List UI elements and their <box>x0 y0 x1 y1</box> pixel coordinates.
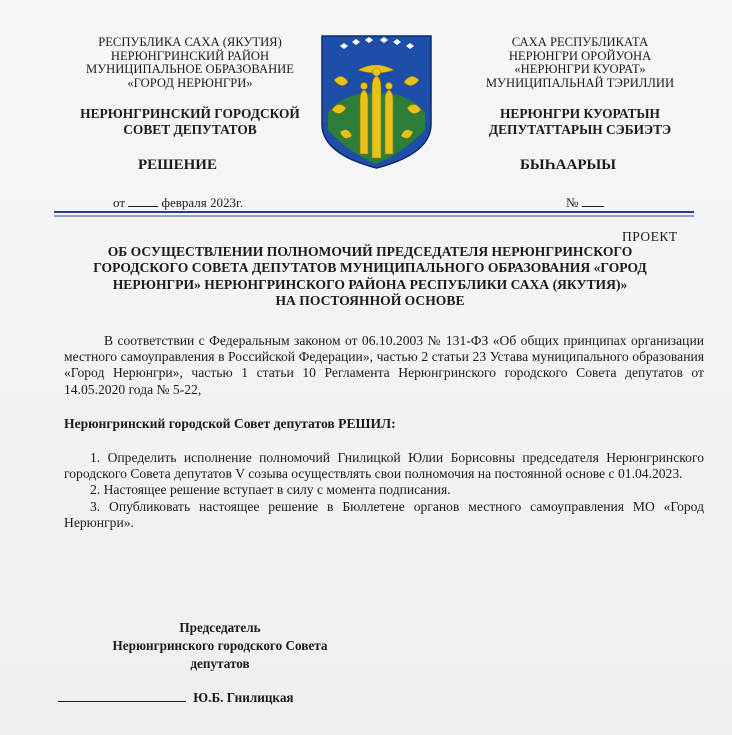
decision-items <box>64 450 704 531</box>
header-left-line: НЕРЮНГРИНСКИЙ РАЙОН <box>110 48 270 63</box>
signatory-line: Нерюнгринского городского Совета <box>112 638 328 653</box>
decision-number <box>566 194 604 211</box>
resolved-heading: Нерюнгринский городской Совет депутатов РЕШИЛ: <box>64 416 396 431</box>
council-line: НЕРЮНГРИ КУОРАТЫН <box>500 106 660 121</box>
decision-label-russian: РЕШЕНИЕ <box>138 157 217 173</box>
council-line: НЕРЮНГРИНСКИЙ ГОРОДСКОЙ <box>80 106 300 121</box>
draft-label: ПРОЕКТ <box>622 229 678 244</box>
decision-item: 2. Настоящее решение вступает в силу с момента подписания. <box>90 482 451 498</box>
signature-line <box>58 689 294 706</box>
council-line: СОВЕТ ДЕПУТАТОВ <box>123 122 257 137</box>
header-right-line: САХА РЕСПУБЛИКАТА <box>511 35 649 49</box>
title-line: НА ПОСТОЯННОЙ ОСНОВЕ <box>275 293 465 309</box>
preamble-paragraph: В соответствии с Федеральным законом от 06.10.2003 № 131-ФЗ «Об общих принципах организации местного самоуправления в Российской Федерации», частью 2 статьи 23 Устава муниципального образования «Город Нерюнгри», частью 1 статьи 10 Регламента Нерюнгринского городского Совета депутатов от 14.05.2020 года № 5-22, <box>64 333 704 397</box>
date-day-blank <box>128 194 158 207</box>
title-line: НЕРЮНГРИ» НЕРЮНГРИНСКОГО РАЙОНА РЕСПУБЛИКИ САХА (ЯКУТИЯ)» <box>112 276 628 292</box>
header-left-line: РЕСПУБЛИКА САХА (ЯКУТИЯ) <box>98 35 282 49</box>
signatory-line: депутатов <box>190 656 250 671</box>
city-coat-of-arms-icon <box>318 32 435 172</box>
decision-item: 1. Определить исполнение полномочий Гнилицкой Юлии Борисовны председателя Нерюнгринского городского Совета депутатов V созыва осуществлять свои полномочия на постоянной основе с 01.04.2023. <box>64 450 704 482</box>
council-name-yakut <box>460 106 700 138</box>
council-name-russian <box>60 106 320 138</box>
title-line: ОБ ОСУЩЕСТВЛЕНИИ ПОЛНОМОЧИЙ ПРЕДСЕДАТЕЛЯ НЕРЮНГРИНСКОГО <box>107 244 633 259</box>
decision-item: 3. Опубликовать настоящее решение в Бюллетене органов местного самоуправления МО «Город Нерюнгри». <box>64 498 704 530</box>
decision-label-yakut: БЫҺААРЫЫ <box>520 157 616 173</box>
signatory-name: Ю.Б. Гнилицкая <box>193 690 294 705</box>
header-left-line: «ГОРОД НЕРЮНГРИ» <box>127 75 253 90</box>
date-prefix: от <box>113 195 126 210</box>
header-right-line: НЕРЮНГРИ ОРОЙУОНА <box>508 48 652 63</box>
header-right-line: МУНИЦИПАЛЬНАЙ ТЭРИЛЛИИ <box>485 75 675 90</box>
number-sign: № <box>566 195 579 210</box>
title-line: ГОРОДСКОГО СОВЕТА ДЕПУТАТОВ МУНИЦИПАЛЬНОГО ОБРАЗОВАНИЯ «ГОРОД <box>93 260 647 276</box>
header-right-jurisdiction <box>460 36 700 90</box>
header-rule-light <box>54 215 694 217</box>
council-line: ДЕПУТАТТАРЫН СЭБИЭТЭ <box>488 122 672 137</box>
header-right-line: «НЕРЮНГРИ КУОРАТ» <box>514 62 646 77</box>
header-rule-dark <box>54 211 694 213</box>
number-blank <box>582 194 604 207</box>
header-left-jurisdiction <box>70 36 310 90</box>
date-suffix: февраля 2023г. <box>161 195 244 210</box>
signatory-position <box>70 619 370 673</box>
signatory-line: Председатель <box>179 620 261 635</box>
header-left-line: МУНИЦИПАЛЬНОЕ ОБРАЗОВАНИЕ <box>86 62 294 77</box>
document-title <box>30 244 710 310</box>
signature-blank <box>58 689 186 702</box>
decision-date <box>113 194 243 211</box>
